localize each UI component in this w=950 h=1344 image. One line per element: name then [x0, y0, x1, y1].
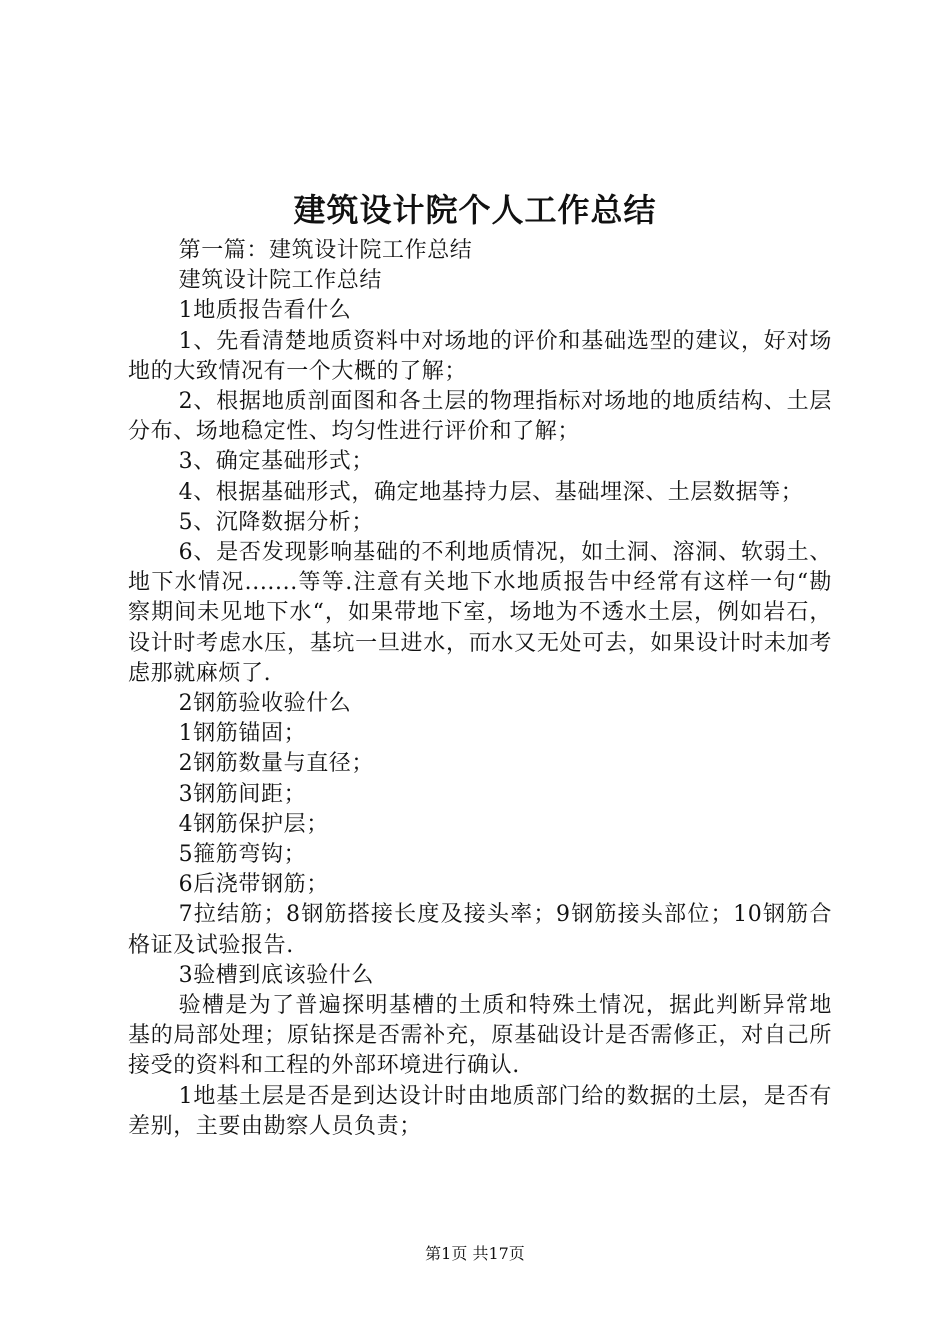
- paragraph: 6后浇带钢筋；: [178, 872, 329, 898]
- page-number-footer: 第1页 共17页: [425, 1244, 525, 1263]
- paragraph: 3验槽到底该验什么: [178, 962, 374, 988]
- document-title: 建筑设计院个人工作总结: [293, 191, 657, 229]
- paragraph: 2、根据地质剖面图和各土层的物理指标对场地的地质结构、土层分布、场地稳定性、均匀性进行评价和了解；: [128, 389, 832, 445]
- paragraph: 6、是否发现影响基础的不利地质情况，如土洞、溶洞、软弱土、地下水情况.......等等.注意有关地下水地质报告中经常有这样一句“勘察期间未见地下水“，如果带地下室，场地为不透水土层，例如岩石，设计时考虑水压，基坑一旦进水，而水又无处可去，如果设计时未加考虑那就麻烦了.: [128, 540, 832, 686]
- paragraph: 建筑设计院工作总结: [178, 268, 382, 294]
- paragraph: 2钢筋数量与直径；: [178, 751, 374, 777]
- paragraph: 3、确定基础形式；: [178, 449, 374, 475]
- paragraph: 5、沉降数据分析；: [178, 509, 374, 535]
- paragraph: 7拉结筋；8钢筋搭接长度及接头率；9钢筋接头部位；10钢筋合格证及试验报告.: [128, 902, 832, 958]
- paragraph: 4钢筋保护层；: [178, 811, 329, 837]
- paragraph: 3钢筋间距；: [178, 781, 307, 807]
- paragraph: 1、先看清楚地质资料中对场地的评价和基础选型的建议，好对场地的大致情况有一个大概的了解；: [128, 328, 832, 384]
- paragraph: 验槽是为了普遍探明基槽的土质和特殊土情况，据此判断异常地基的局部处理；原钻探是否需补充，原基础设计是否需修正，对自己所接受的资料和工程的外部环境进行确认.: [128, 993, 832, 1079]
- paragraph: 1地质报告看什么: [178, 298, 352, 324]
- paragraph: 1地基土层是否是到达设计时由地质部门给的数据的土层，是否有差别，主要由勘察人员负责；: [128, 1083, 832, 1139]
- paragraph: 2钢筋验收验什么: [178, 691, 352, 717]
- paragraph: 4、根据基础形式，确定地基持力层、基础埋深、土层数据等；: [178, 479, 804, 505]
- paragraph: 1钢筋锚固；: [178, 721, 307, 747]
- document-body: [128, 236, 832, 1142]
- paragraph: 第一篇：建筑设计院工作总结: [178, 238, 473, 263]
- paragraph: 5箍筋弯钩；: [178, 842, 307, 868]
